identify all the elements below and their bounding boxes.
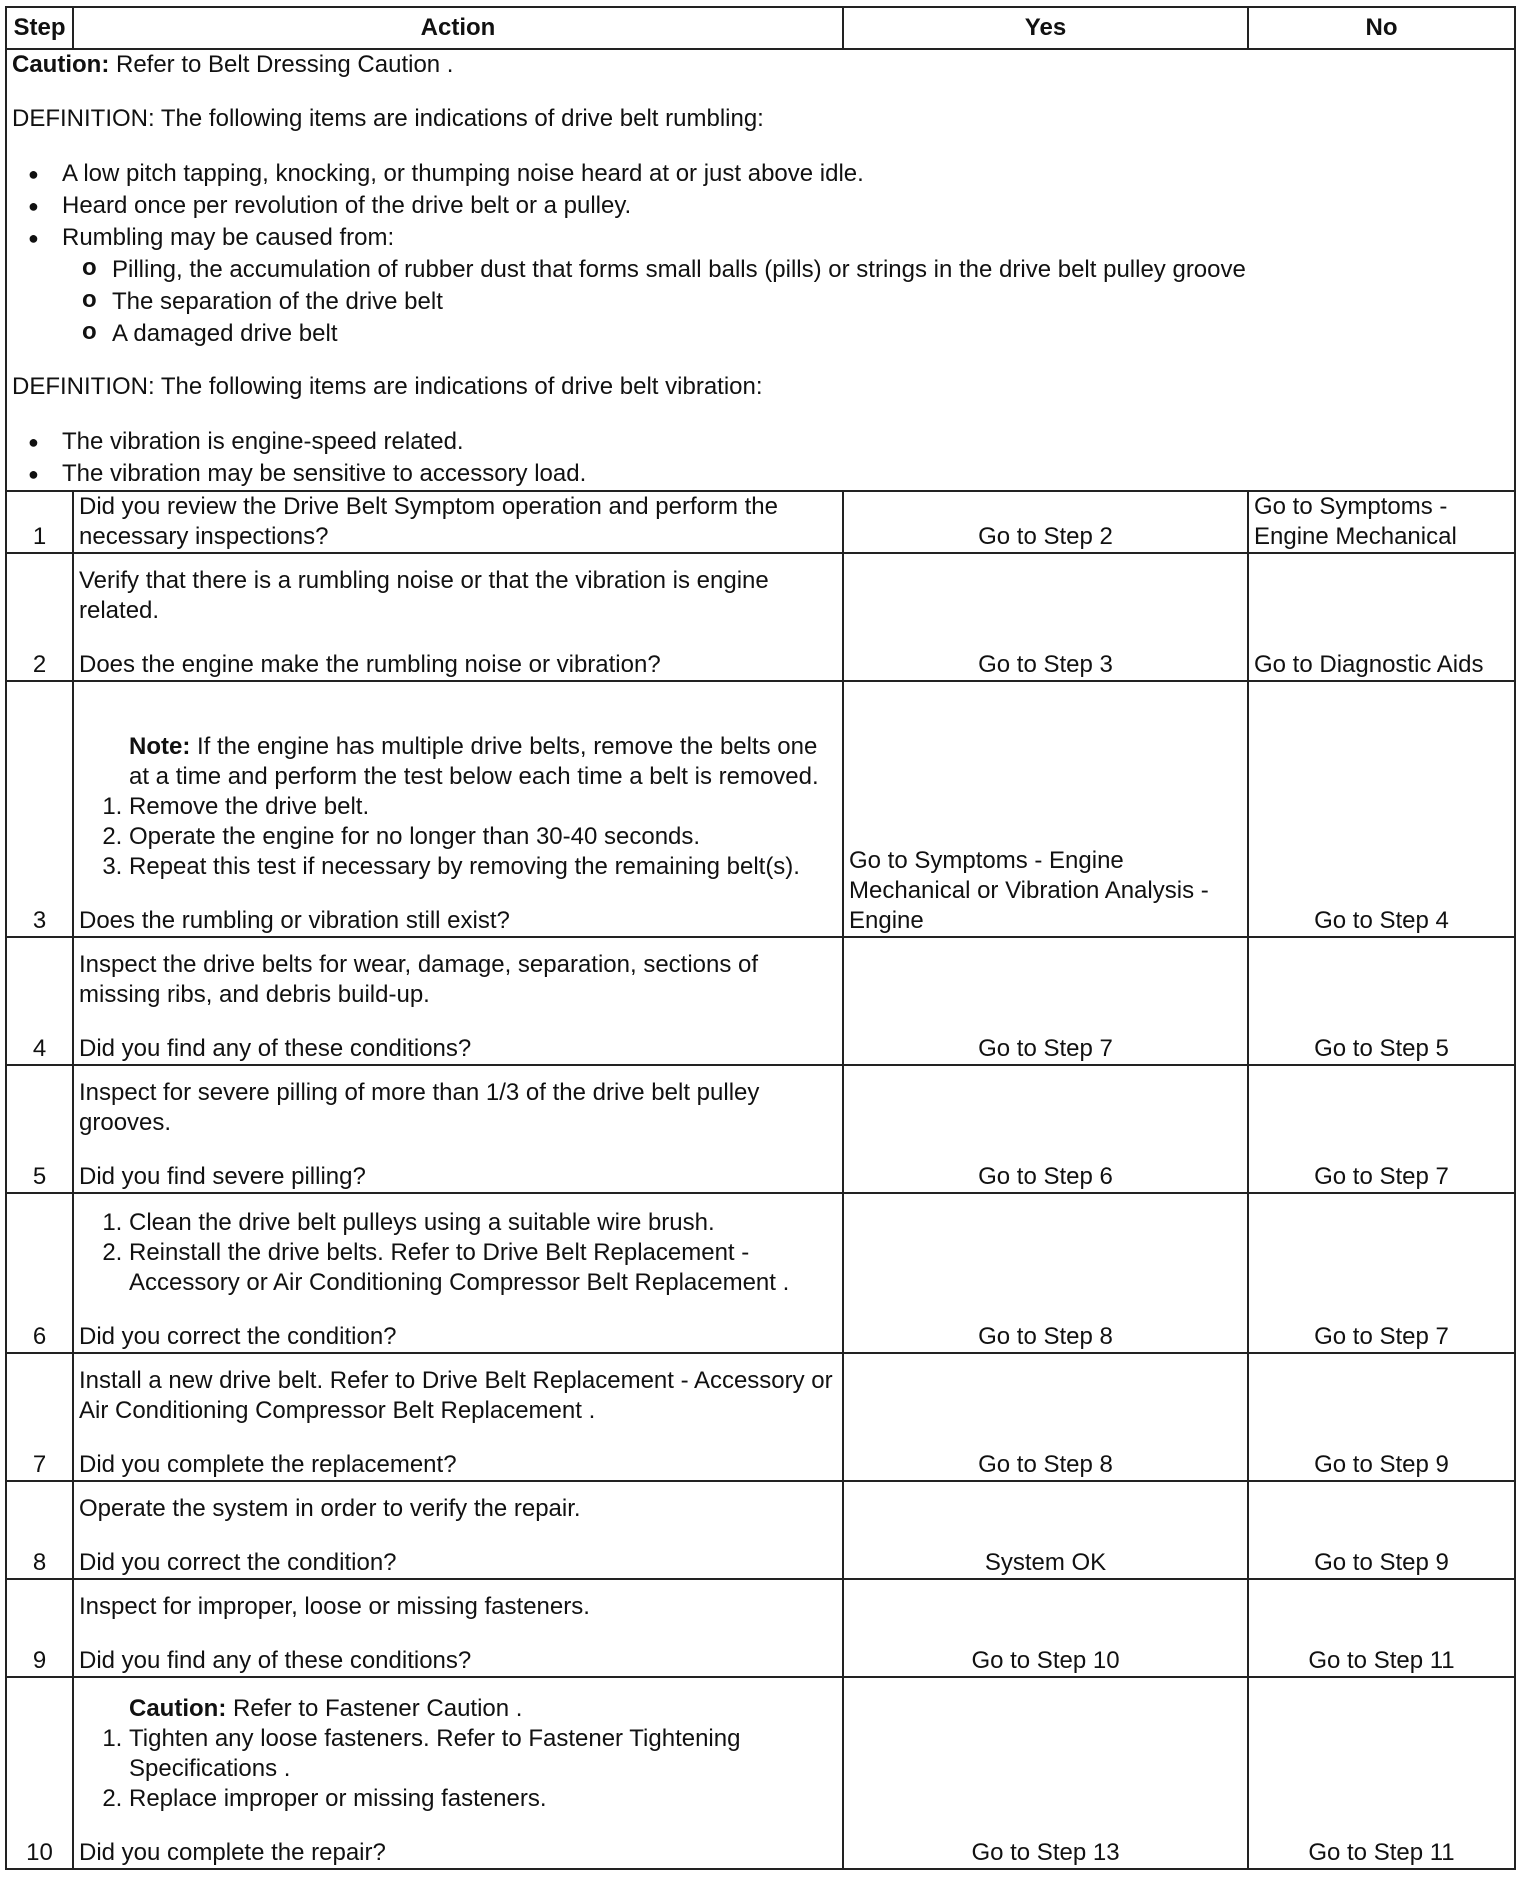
list-item: 3. Repeat this test if necessary by removing the remaining belt(s). bbox=[129, 852, 837, 882]
step-number: 6 bbox=[6, 1193, 73, 1353]
list-item: ● The vibration is engine-speed related. bbox=[62, 426, 1509, 458]
action-text: Inspect for severe pilling of more than 1/3 of the drive belt pulley grooves. bbox=[79, 1079, 760, 1136]
action-cell bbox=[73, 1579, 843, 1677]
action-cell bbox=[73, 681, 843, 937]
definition-vibration: DEFINITION: The following items are indications of drive belt vibration: bbox=[12, 373, 763, 400]
step-number: 1 bbox=[6, 491, 73, 553]
action-text: Inspect the drive belts for wear, damage, separation, sections of missing ribs, and debris build-up. bbox=[79, 951, 759, 1008]
list-item: 1. Remove the drive belt. bbox=[129, 792, 837, 822]
no-cell: Go to Symptoms - Engine Mechanical bbox=[1248, 491, 1515, 553]
intro-cell bbox=[6, 49, 1515, 491]
no-cell: Go to Step 11 bbox=[1248, 1677, 1515, 1869]
yes-cell: Go to Step 10 bbox=[843, 1579, 1248, 1677]
question-text: Did you complete the replacement? bbox=[79, 1451, 457, 1478]
question-text: Did you correct the condition? bbox=[79, 1323, 397, 1350]
step-number: 2 bbox=[6, 553, 73, 681]
action-cell bbox=[73, 553, 843, 681]
caution-label: Caution: bbox=[12, 51, 110, 78]
rumbling-causes-list bbox=[62, 254, 1509, 350]
action-cell bbox=[73, 1353, 843, 1481]
table-row bbox=[6, 681, 1515, 937]
header-yes: Yes bbox=[843, 7, 1248, 49]
no-cell: Go to Step 5 bbox=[1248, 937, 1515, 1065]
note-text: If the engine has multiple drive belts, remove the belts one at a time and perform the test below each time a belt is removed. bbox=[129, 733, 819, 790]
yes-cell: Go to Step 7 bbox=[843, 937, 1248, 1065]
no-cell: Go to Step 9 bbox=[1248, 1353, 1515, 1481]
table-row bbox=[6, 937, 1515, 1065]
header-row bbox=[6, 7, 1515, 49]
header-no: No bbox=[1248, 7, 1515, 49]
list-item bbox=[62, 222, 1509, 350]
list-item-text: Rumbling may be caused from: bbox=[62, 224, 395, 251]
yes-cell: Go to Step 8 bbox=[843, 1353, 1248, 1481]
note-block bbox=[79, 732, 837, 792]
intro-row bbox=[6, 49, 1515, 491]
question-text: Did you complete the repair? bbox=[79, 1839, 386, 1866]
list-item: 1. Tighten any loose fasteners. Refer to Fastener Tightening Specifications . bbox=[129, 1724, 837, 1784]
procedure-list bbox=[79, 1724, 837, 1814]
header-step: Step bbox=[6, 7, 73, 49]
action-cell bbox=[73, 491, 843, 553]
action-cell bbox=[73, 1193, 843, 1353]
action-text: Verify that there is a rumbling noise or that the vibration is engine related. bbox=[79, 567, 769, 624]
list-item: 2. Replace improper or missing fasteners. bbox=[129, 1784, 837, 1814]
sub-list-item: o Pilling, the accumulation of rubber dust that forms small balls (pills) or strings in the drive belt pulley groove bbox=[112, 254, 1509, 286]
action-cell bbox=[73, 1677, 843, 1869]
yes-cell: Go to Symptoms - Engine Mechanical or Vibration Analysis - Engine bbox=[843, 681, 1248, 937]
step-number: 4 bbox=[6, 937, 73, 1065]
procedure-list bbox=[79, 1208, 837, 1298]
definition-rumbling: DEFINITION: The following items are indications of drive belt rumbling: bbox=[12, 105, 764, 132]
step-number: 5 bbox=[6, 1065, 73, 1193]
diagnostic-table bbox=[5, 6, 1516, 1870]
list-item: 2. Operate the engine for no longer than 30-40 seconds. bbox=[129, 822, 837, 852]
table-row bbox=[6, 1481, 1515, 1579]
action-text: Did you review the Drive Belt Symptom operation and perform the necessary inspections? bbox=[79, 493, 778, 550]
step-number: 7 bbox=[6, 1353, 73, 1481]
no-cell: Go to Step 9 bbox=[1248, 1481, 1515, 1579]
caution-label: Caution: bbox=[129, 1695, 227, 1722]
header-action: Action bbox=[73, 7, 843, 49]
yes-cell: Go to Step 6 bbox=[843, 1065, 1248, 1193]
no-cell: Go to Step 7 bbox=[1248, 1193, 1515, 1353]
yes-cell: Go to Step 3 bbox=[843, 553, 1248, 681]
table-row bbox=[6, 1677, 1515, 1869]
rumbling-list bbox=[12, 158, 1509, 350]
procedure-list bbox=[79, 792, 837, 882]
step-number: 9 bbox=[6, 1579, 73, 1677]
caution-text: Refer to Fastener Caution . bbox=[226, 1695, 523, 1722]
caution-block bbox=[79, 1694, 837, 1724]
table-row bbox=[6, 491, 1515, 553]
action-cell bbox=[73, 1481, 843, 1579]
step-number: 10 bbox=[6, 1677, 73, 1869]
question-text: Does the rumbling or vibration still exist? bbox=[79, 907, 510, 934]
note-label: Note: bbox=[129, 733, 191, 760]
question-text: Did you find any of these conditions? bbox=[79, 1647, 472, 1674]
sub-list-item: o The separation of the drive belt bbox=[112, 286, 1509, 318]
no-cell: Go to Step 11 bbox=[1248, 1579, 1515, 1677]
caution-line bbox=[12, 50, 1509, 80]
list-item: 2. Reinstall the drive belts. Refer to Drive Belt Replacement - Accessory or Air Conditioning Compressor Belt Replacement . bbox=[129, 1238, 837, 1298]
no-cell: Go to Step 4 bbox=[1248, 681, 1515, 937]
action-text: Operate the system in order to verify the repair. bbox=[79, 1495, 581, 1522]
list-item: ● A low pitch tapping, knocking, or thumping noise heard at or just above idle. bbox=[62, 158, 1509, 190]
list-item: 1. Clean the drive belt pulleys using a suitable wire brush. bbox=[129, 1208, 837, 1238]
list-item: ● Heard once per revolution of the drive belt or a pulley. bbox=[62, 190, 1509, 222]
table-row bbox=[6, 1193, 1515, 1353]
yes-cell: Go to Step 8 bbox=[843, 1193, 1248, 1353]
sub-list-item: o A damaged drive belt bbox=[112, 318, 1509, 350]
yes-cell: Go to Step 2 bbox=[843, 491, 1248, 553]
diagnostic-table-page bbox=[5, 6, 1514, 1870]
action-cell bbox=[73, 1065, 843, 1193]
yes-cell: System OK bbox=[843, 1481, 1248, 1579]
action-text: Install a new drive belt. Refer to Drive Belt Replacement - Accessory or Air Conditioning Compressor Belt Replacement . bbox=[79, 1367, 833, 1424]
table-row bbox=[6, 553, 1515, 681]
question-text: Did you find severe pilling? bbox=[79, 1163, 366, 1190]
yes-cell: Go to Step 13 bbox=[843, 1677, 1248, 1869]
step-number: 8 bbox=[6, 1481, 73, 1579]
no-cell: Go to Diagnostic Aids bbox=[1248, 553, 1515, 681]
question-text: Did you find any of these conditions? bbox=[79, 1035, 472, 1062]
caution-text: Refer to Belt Dressing Caution . bbox=[109, 51, 454, 78]
action-text: Inspect for improper, loose or missing fasteners. bbox=[79, 1593, 590, 1620]
table-row bbox=[6, 1065, 1515, 1193]
list-item: ● The vibration may be sensitive to accessory load. bbox=[62, 458, 1509, 490]
step-number: 3 bbox=[6, 681, 73, 937]
question-text: Did you correct the condition? bbox=[79, 1549, 397, 1576]
table-row bbox=[6, 1579, 1515, 1677]
vibration-list bbox=[12, 426, 1509, 490]
question-text: Does the engine make the rumbling noise or vibration? bbox=[79, 651, 661, 678]
action-cell bbox=[73, 937, 843, 1065]
table-row bbox=[6, 1353, 1515, 1481]
no-cell: Go to Step 7 bbox=[1248, 1065, 1515, 1193]
